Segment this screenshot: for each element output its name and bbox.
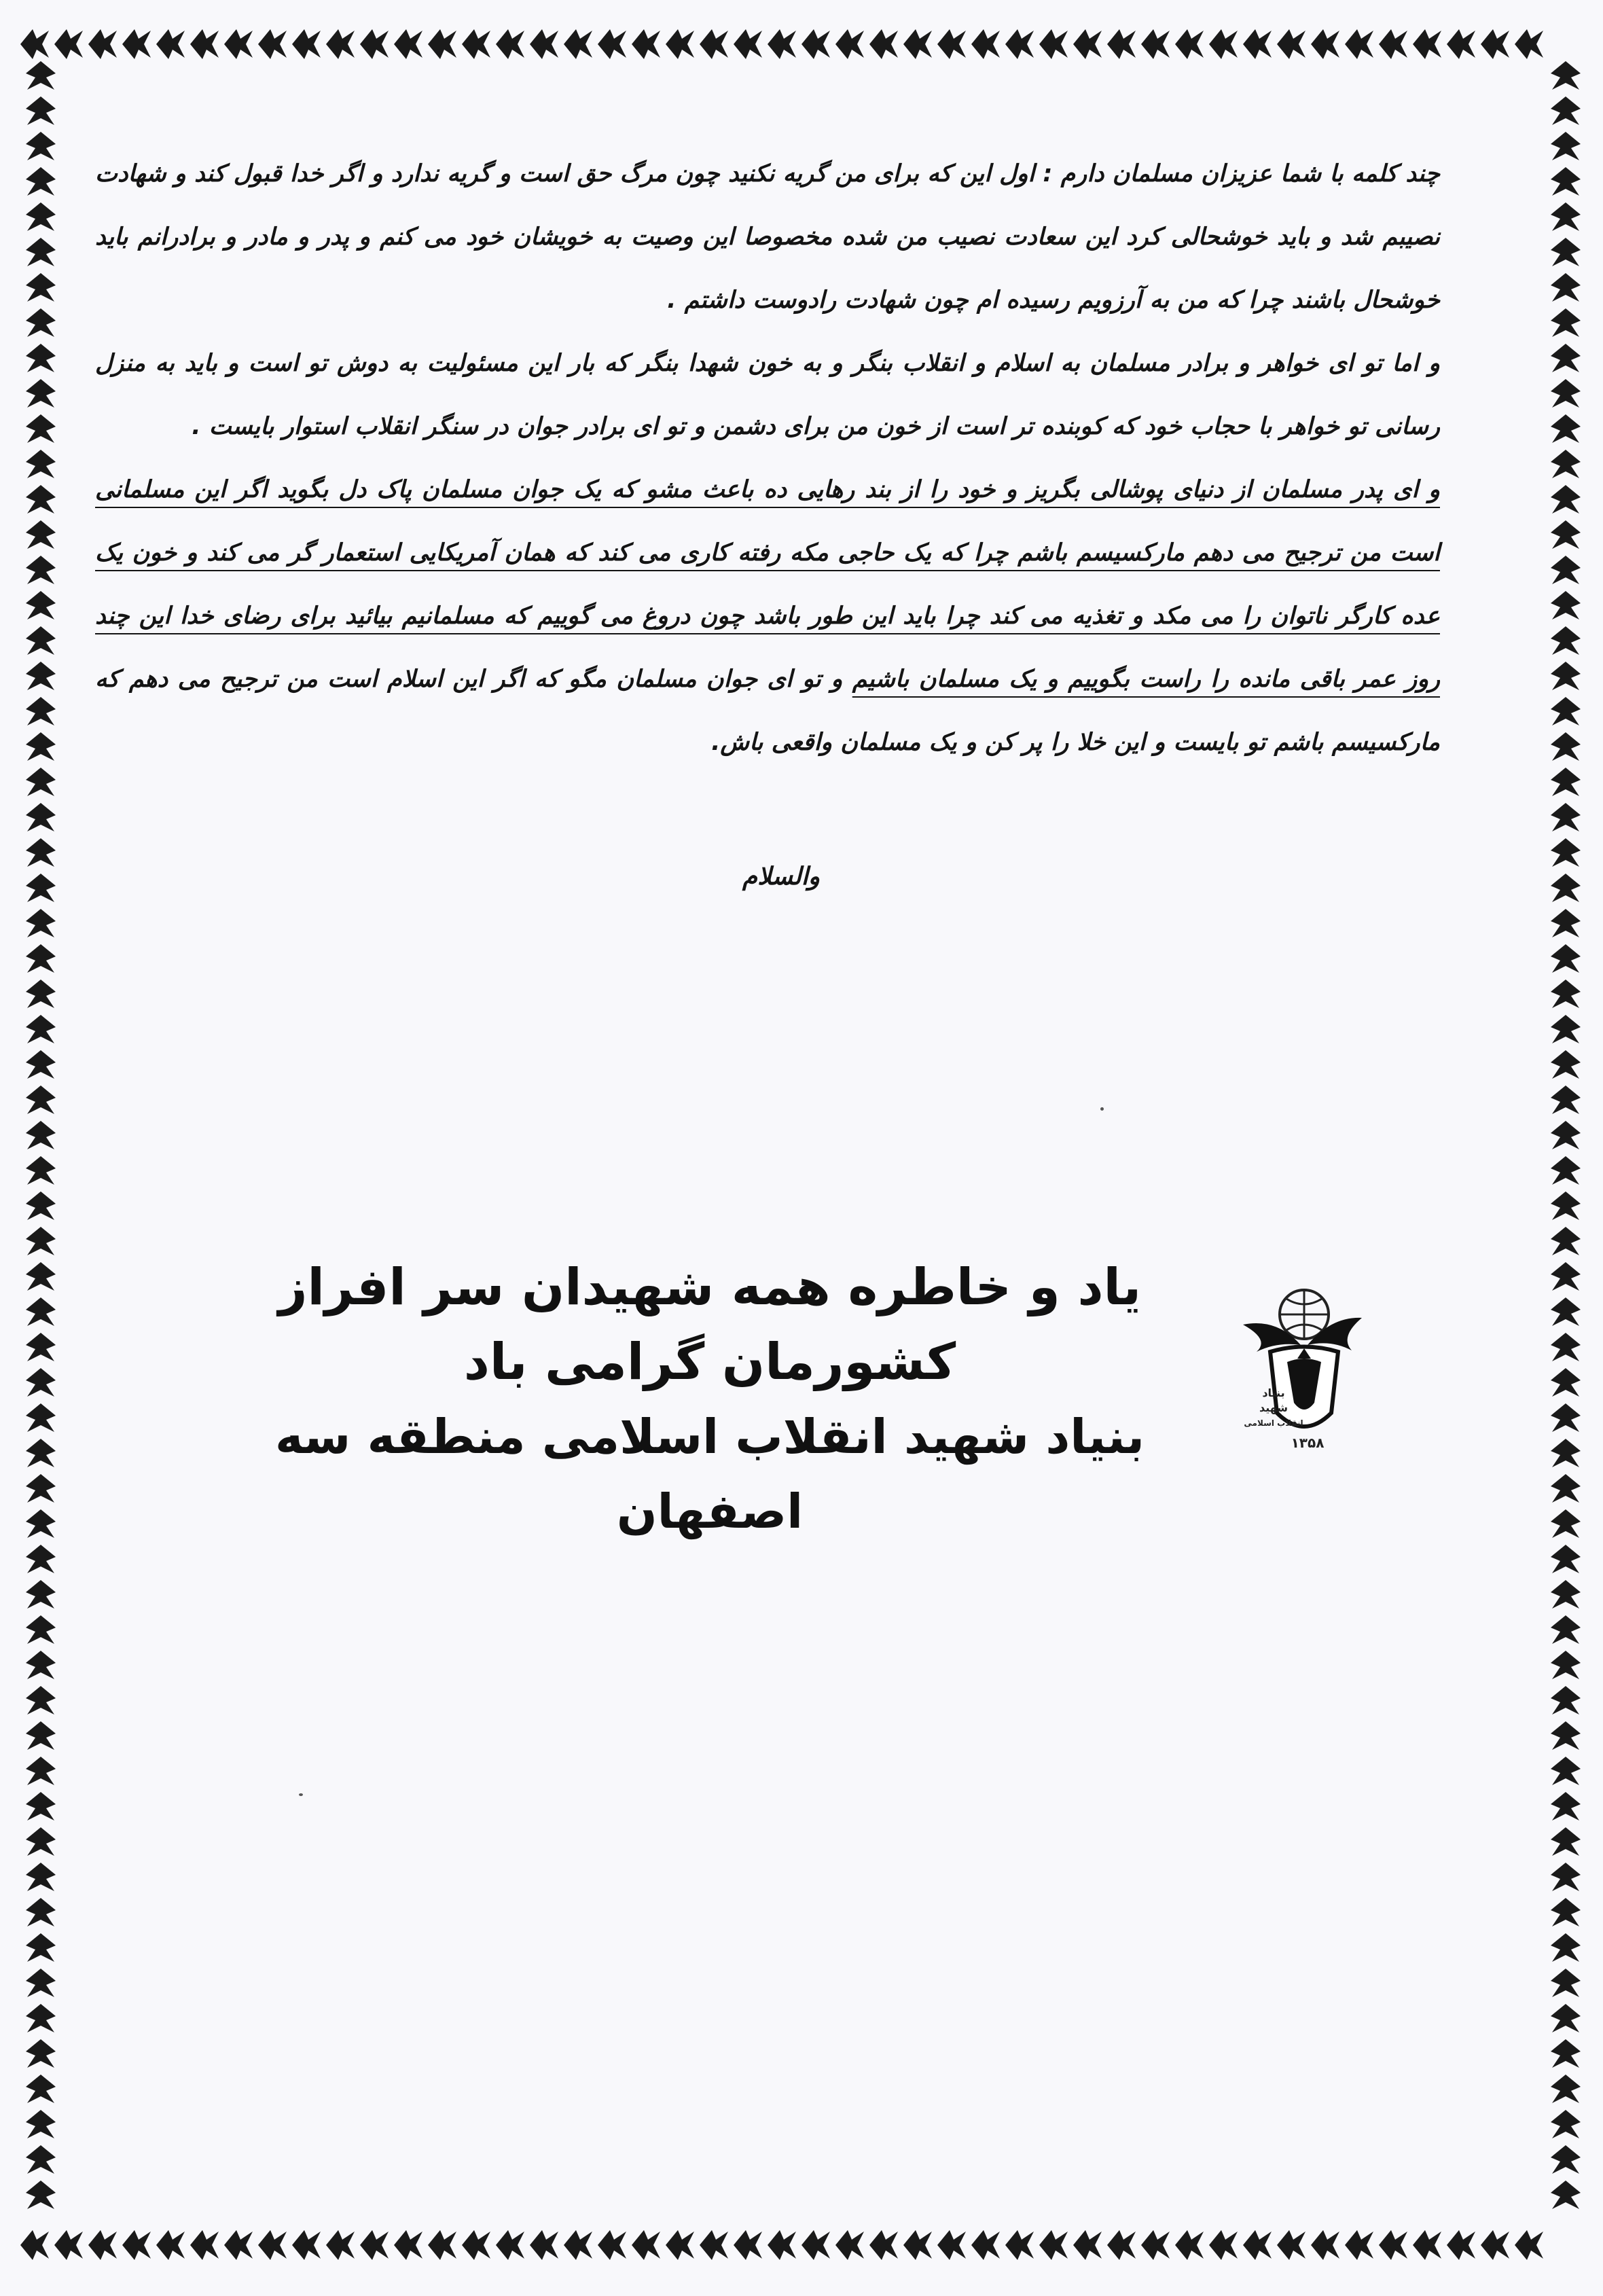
paragraph-1: چند کلمه با شما عزیزان مسلمان دارم : اول این که برای من گریه نکنید چون مرگ حق است و گریه ندارد و اگر خدا قبول کند و شهادت نصیبم شد و باید خوشحالی کرد این سعادت نصیب من شده مخصوصا این وصیت به خویشان خود می کنم و پدر و مادر و برادرانم باید خوشحال باشند چرا که من به آرزویم رسیده ام چون شهادت رادوست داشتم . <box>95 160 1440 314</box>
bonyad-shahid-logo-icon <box>1229 1277 1365 1460</box>
footer-heading <box>224 1250 1195 1549</box>
logo-year: ۱۳۵۸ <box>1291 1435 1325 1451</box>
paragraph-3-underlined: و ای پدر مسلمان از دنیای پوشالی بگریز و خود را از بند رهایی ده باعث مشو که یک جوان مسلمان پاک دل بگوید اگر این مسلمانی است من ترجیح می دهم مارکسیسم باشم چرا که یک حاجی مکه رفته کاری می کند که همان آمریکایی استعمار گر می کند و خون یک عده کارگر ناتوان را می مکد و تغذیه می کند چرا باید این طور باشد چون دروغ می گوییم که مسلمانیم بیائید برای رضای خدا این چند روز عمر باقی مانده را راست بگوییم و یک مسلمان باشیم <box>95 476 1440 693</box>
closing-salutation: والسلام <box>742 863 821 891</box>
paragraph-3-rest: و تو ای جوان مسلمان مگو که اگر این اسلام است من ترجیح می دهم که مارکسیسم باشم تو بایست و این خلا را پر کن و یک مسلمان واقعی باش. <box>95 666 1440 756</box>
paragraph-3 <box>95 459 1440 774</box>
footer-line-2: بنیاد شهید انقلاب اسلامی منطقه سه اصفهان <box>274 1409 1145 1539</box>
scan-speck <box>1100 1107 1104 1111</box>
testament-text <box>95 143 1440 774</box>
ornamental-border-bottom <box>20 2221 1576 2269</box>
ornamental-border-left <box>17 61 65 2228</box>
footer-line-1: یاد و خاطره همه شهیدان سر افراز کشورمان گرامی باد <box>278 1258 1142 1391</box>
ornamental-border-top <box>20 20 1576 68</box>
ornamental-border-right <box>1542 61 1589 2228</box>
logo-caption: بنیاد شهید انقلاب اسلامی <box>1244 1386 1303 1428</box>
paragraph-2: و اما تو ای خواهر و برادر مسلمان به اسلام و انقلاب بنگر و به خون شهدا بنگر که بار این مسئولیت به دوش تو است و باید به منزل رسانی تو خواهر با حجاب خود که کوبنده تر است از خون من برای دشمن و تو ای برادر جوان در سنگر انقلاب استوار بایست . <box>95 350 1440 440</box>
scan-speck <box>299 1793 303 1796</box>
